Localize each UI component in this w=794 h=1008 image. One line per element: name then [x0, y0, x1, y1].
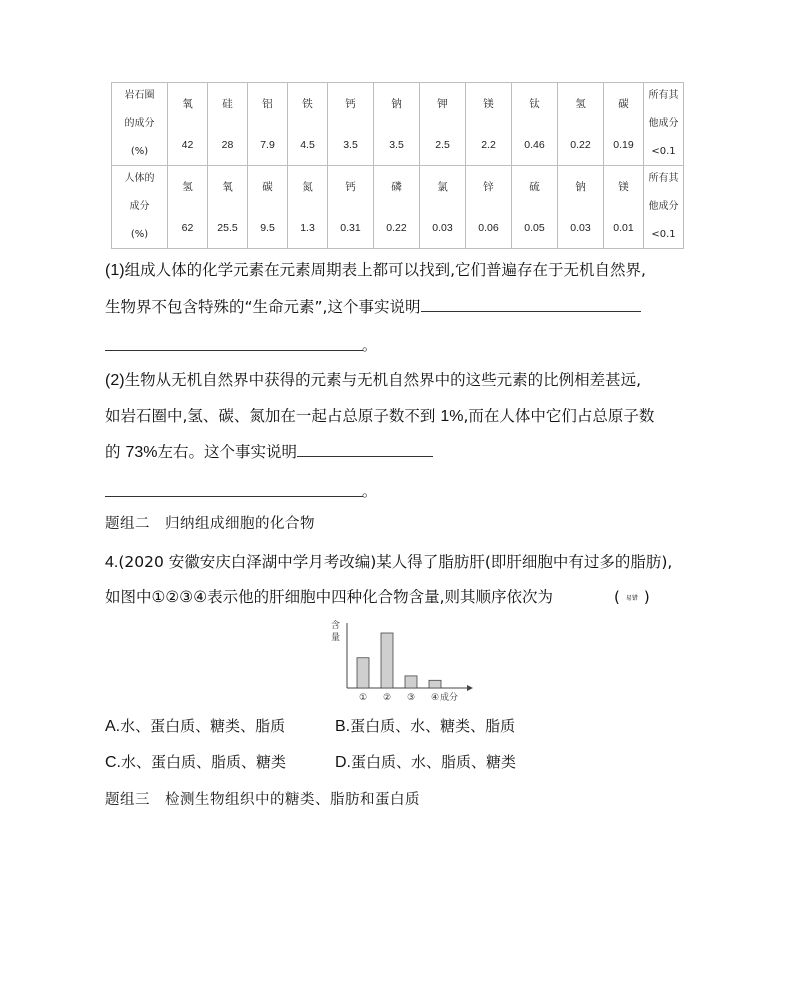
element-cell [208, 166, 248, 249]
bar [405, 676, 417, 688]
element-percent: 2.5 [435, 138, 450, 151]
other-elements-cell-line: <0.1 [651, 229, 676, 240]
q2-answer-blank-1[interactable] [297, 440, 433, 457]
element-name: 锌 [483, 180, 494, 193]
element-percent: 3.5 [389, 138, 404, 151]
element-percent: 42 [181, 138, 194, 151]
q2-line3 [105, 440, 433, 464]
q2-number: (2) [105, 372, 125, 389]
group-3-heading: 题组三 检测生物组织中的糖类、脂肪和蛋白质 [105, 792, 420, 808]
row-header-cell-line: 的成分 [124, 118, 155, 129]
element-cell [466, 166, 512, 249]
q4-text-2a: 如图中 [105, 588, 152, 606]
element-cell [328, 166, 374, 249]
q4-line2 [105, 586, 553, 608]
element-cell [420, 83, 466, 166]
error-prone-mark: 易错 [625, 595, 638, 602]
element-cell [248, 83, 288, 166]
element-name: 硅 [222, 97, 233, 110]
other-elements-cell-line: 他成分 [648, 201, 679, 212]
element-name: 铝 [262, 97, 273, 110]
q4-text-1: (2020 安徽安庆白泽湖中学月考改编)某人得了脂肪肝(即肝细胞中有过多的脂肪), [118, 553, 673, 571]
element-percent: 0.22 [386, 221, 407, 234]
q1-text-1: 组成人体的化学元素在元素周期表上都可以找到,它们普遍存在于无机自然界, [124, 261, 646, 279]
element-percent: 0.46 [524, 138, 545, 151]
q2-percent-1: 1% [440, 408, 464, 425]
row-header-cell-line: 岩石圈 [124, 90, 155, 101]
element-name: 钠 [391, 97, 402, 110]
element-name: 氮 [302, 180, 313, 193]
element-cell [374, 83, 420, 166]
element-cell [374, 166, 420, 249]
element-cell [420, 166, 466, 249]
q2-text-2a: 如岩石圈中,氢、碳、氮加在一起占总原子数不到 [105, 407, 441, 425]
q2-percent-2: 73% [125, 444, 158, 461]
q2-text-3a: 的 [105, 443, 126, 461]
bar [381, 633, 393, 688]
other-elements-cell-line: 他成分 [648, 118, 679, 129]
element-cell [288, 166, 328, 249]
y-axis-label: 量 [331, 633, 341, 643]
option-b-text: 蛋白质、水、糖类、脂质 [350, 717, 516, 735]
q4-number: 4. [105, 554, 119, 571]
element-name: 氢 [182, 180, 193, 193]
q4-line1 [105, 551, 672, 574]
q2-text-2b: ,而在人体中它们占总原子数 [463, 407, 655, 425]
element-name: 硫 [529, 180, 540, 193]
element-cell [512, 166, 558, 249]
other-elements-cell-line: <0.1 [651, 146, 676, 157]
q1-answer-blank-1[interactable] [421, 295, 641, 312]
x-tick-label: ② [382, 693, 392, 703]
element-cell [558, 166, 604, 249]
element-name: 氧 [182, 97, 193, 110]
element-percent: 3.5 [343, 138, 358, 151]
table-row [112, 166, 684, 249]
element-percent: 9.5 [260, 221, 275, 234]
x-axis-arrow [467, 685, 473, 691]
q2-answer-blank-2[interactable] [105, 496, 363, 497]
row-header-cell-line: 成分 [129, 201, 150, 212]
element-name: 镁 [618, 180, 629, 193]
bar [429, 680, 441, 688]
element-composition-table [111, 82, 684, 249]
option-a[interactable] [105, 715, 285, 736]
element-name: 钙 [345, 180, 356, 193]
other-elements-cell-line: 所有其 [648, 173, 679, 184]
element-name: 磷 [391, 180, 402, 193]
other-elements-cell [644, 166, 684, 249]
q2-line2 [105, 405, 654, 428]
element-name: 碳 [618, 97, 629, 110]
element-cell [288, 83, 328, 166]
q4-text-2b: 表示他的肝细胞中四种化合物含量,则其顺序依次为 [207, 588, 554, 606]
element-cell [328, 83, 374, 166]
x-tick-label: ③ [406, 693, 416, 703]
element-percent: 1.3 [300, 221, 315, 234]
row-header-cell-line: (%) [130, 146, 149, 157]
row-header-cell-line: (%) [130, 229, 149, 240]
row-header-cell-line: 人体的 [124, 173, 155, 184]
element-cell [466, 83, 512, 166]
q1-answer-blank-2[interactable] [105, 350, 363, 351]
element-cell [512, 83, 558, 166]
element-name: 铁 [302, 97, 313, 110]
row-header-cell [112, 166, 168, 249]
option-a-letter: A. [105, 718, 121, 735]
element-percent: 0.06 [478, 221, 499, 234]
element-percent: 0.22 [570, 138, 591, 151]
option-c-letter: C. [105, 754, 121, 771]
element-cell [558, 83, 604, 166]
element-percent: 0.01 [613, 221, 634, 234]
element-cell [168, 83, 208, 166]
x-axis-label: 成分 [440, 693, 459, 703]
element-cell [248, 166, 288, 249]
row-header-cell [112, 83, 168, 166]
option-a-text: 水、蛋白质、糖类、脂质 [120, 717, 286, 735]
element-name: 钾 [437, 97, 448, 110]
q1-number: (1) [105, 262, 125, 279]
element-name: 钙 [345, 97, 356, 110]
element-name: 碳 [262, 180, 273, 193]
option-b[interactable] [335, 715, 515, 736]
q1-line2 [105, 295, 641, 318]
option-c[interactable] [105, 751, 286, 772]
element-percent: 0.03 [432, 221, 453, 234]
q2-text-1: 生物从无机自然界中获得的元素与无机自然界中的这些元素的比例相差甚远, [124, 371, 641, 389]
paren-close: ) [643, 588, 650, 606]
other-elements-cell-line: 所有其 [648, 90, 679, 101]
bar [357, 658, 369, 688]
element-percent: 4.5 [300, 138, 315, 151]
y-axis-label: 含 [331, 621, 341, 631]
q1-line1 [105, 259, 646, 282]
q2-text-3b: 左右。这个事实说明 [157, 443, 297, 461]
q1-text-2: 生物界不包含特殊的“生命元素”,这个事实说明 [105, 298, 421, 316]
element-name: 氯 [437, 180, 448, 193]
x-tick-label: ① [358, 693, 368, 703]
element-cell [208, 83, 248, 166]
x-tick-label: ④ [430, 693, 440, 703]
element-percent: 0.19 [613, 138, 634, 151]
table-row [112, 83, 684, 166]
option-c-text: 水、蛋白质、脂质、糖类 [121, 753, 287, 771]
element-name: 镁 [483, 97, 494, 110]
q1-period: 。 [362, 336, 378, 354]
option-b-letter: B. [335, 718, 351, 735]
element-name: 氧 [222, 180, 233, 193]
element-cell [604, 83, 644, 166]
element-name: 钠 [575, 180, 586, 193]
element-cell [168, 166, 208, 249]
element-percent: 0.03 [570, 221, 591, 234]
q4-answer-parentheses[interactable] [614, 588, 650, 606]
q2-period: 。 [362, 482, 378, 500]
option-d-text: 蛋白质、水、脂质、糖类 [351, 753, 517, 771]
element-percent: 2.2 [481, 138, 496, 151]
group-2-heading: 题组二 归纳组成细胞的化合物 [105, 516, 315, 532]
q2-line1 [105, 369, 641, 392]
element-percent: 0.05 [524, 221, 545, 234]
option-d-letter: D. [335, 754, 351, 771]
q4-circled-numbers: ①②③④ [151, 588, 208, 606]
element-name: 钛 [529, 97, 540, 110]
element-percent: 28 [221, 138, 234, 151]
element-percent: 25.5 [217, 221, 238, 234]
element-percent: 0.31 [340, 221, 361, 234]
element-percent: 7.9 [260, 138, 275, 151]
element-name: 氢 [575, 97, 586, 110]
other-elements-cell [644, 83, 684, 166]
compound-content-chart [325, 615, 485, 710]
element-cell [604, 166, 644, 249]
paren-open: ( [614, 588, 620, 606]
element-percent: 62 [181, 221, 194, 234]
option-d[interactable] [335, 751, 516, 772]
